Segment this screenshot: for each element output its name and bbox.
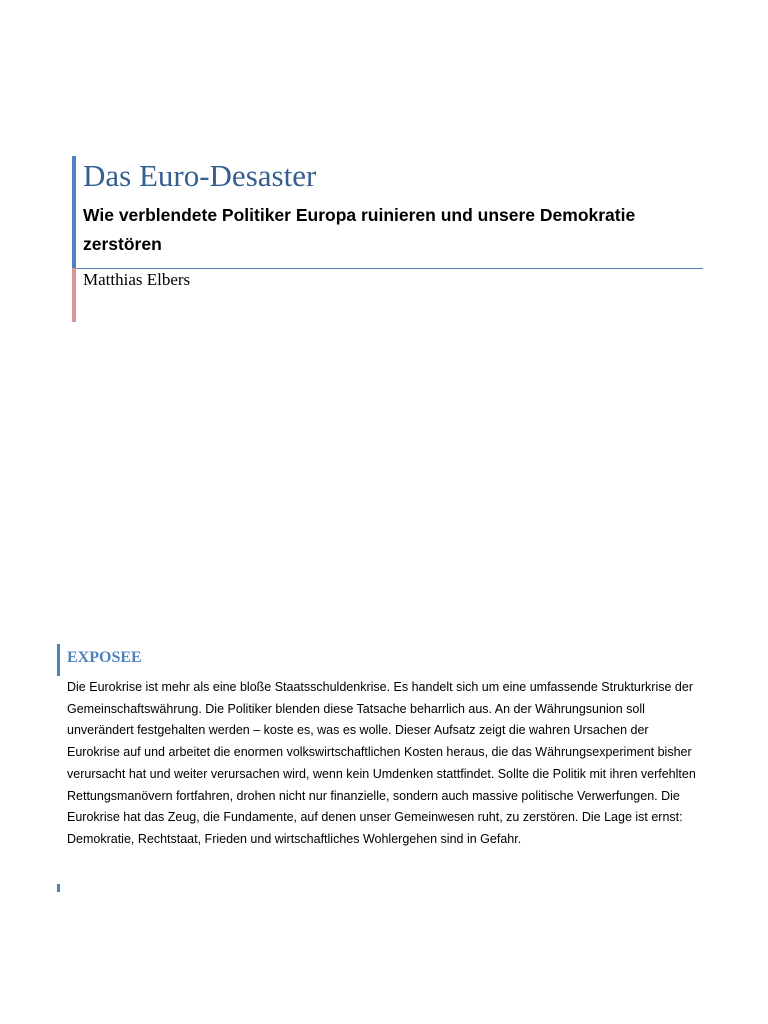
section-end-marker: [57, 884, 60, 892]
abstract-heading: EXPOSEE: [67, 649, 142, 666]
document-title: Das Euro-Desaster: [83, 158, 317, 193]
cover-accent-bar: [72, 156, 76, 268]
author-accent-bar: [72, 268, 76, 322]
cover-block: [72, 156, 704, 322]
document-subtitle: Wie verblendete Politiker Europa ruinieren und unsere Demokratie zerstören: [83, 205, 636, 254]
document-author: Matthias Elbers: [83, 270, 191, 289]
abstract-body: Die Eurokrise ist mehr als eine bloße Staatsschuldenkrise. Es handelt sich um eine umfassende Strukturkrise der Gemeinschaftswährung. Die Politiker blenden diese Tatsache beharrlich aus. An der Währungsunion soll unverändert festgehalten werden – koste es, was es wolle. Dieser Aufsatz zeigt die wahren Ursachen der Eurokrise auf und arbeitet die enormen volkswirtschaftlichen Kosten heraus, die das Währungsexperiment bisher verursacht hat und weiter verursachen wird, wenn kein Umdenken stattfindet. Sollte die Politik mit ihren verfehlten Rettungsmanövern fortfahren, drohen nicht nur finanzielle, sondern auch massive politische Verwerfungen. Die Eurokrise hat das Zeug, die Fundamente, auf denen unser Gemeinwesen ruht, zu zerstören. Die Lage ist ernst: Demokratie, Rechtstaat, Frieden und wirtschaftliches Wohlergehen sind in Gefahr.: [67, 680, 696, 846]
abstract-accent-bar: [57, 644, 60, 676]
